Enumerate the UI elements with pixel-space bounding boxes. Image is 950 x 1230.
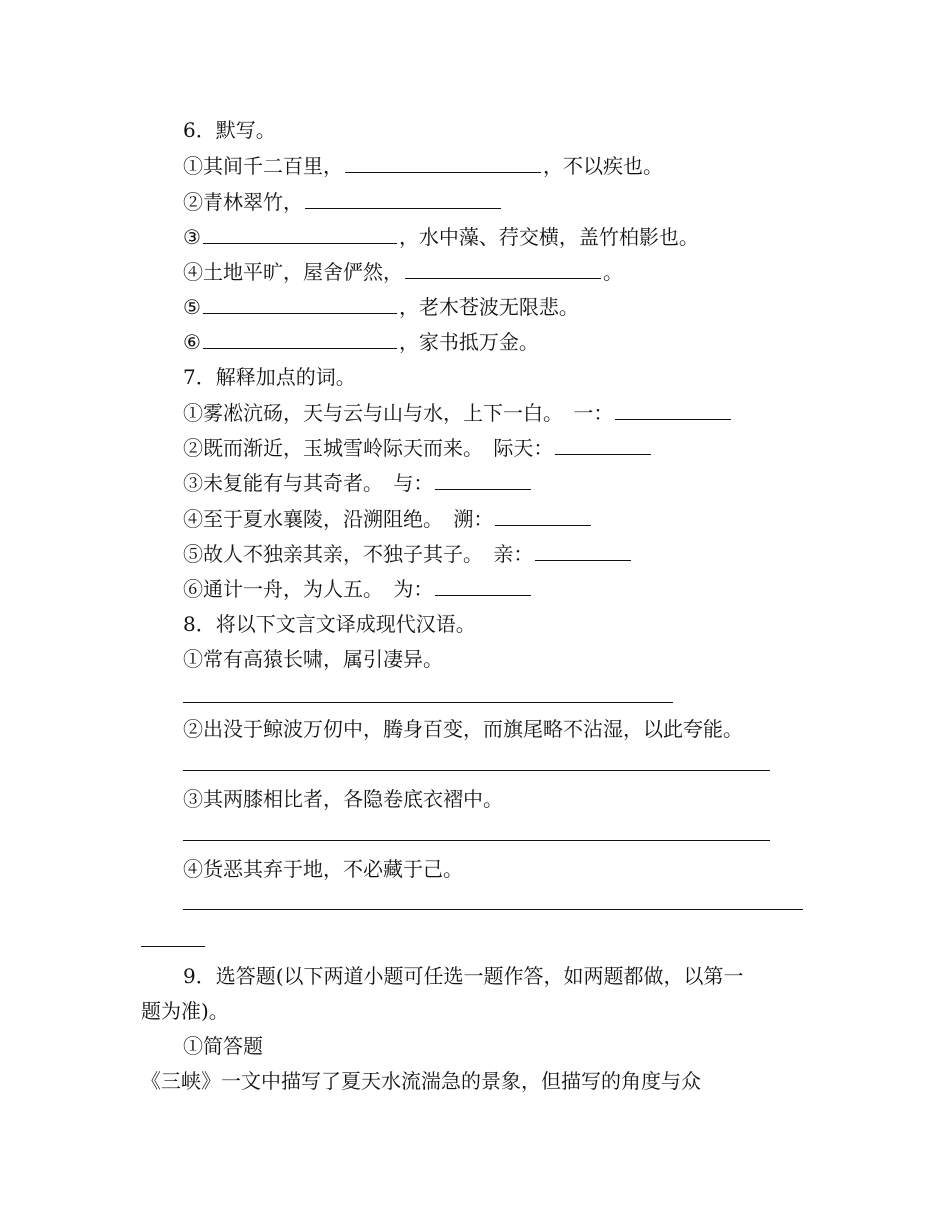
q6-item-3-pre: ③	[183, 225, 201, 249]
q8-answer-line-4-cont[interactable]	[141, 946, 205, 947]
q6-item-5-blank[interactable]	[203, 293, 397, 314]
q6-title: 6．默写。	[183, 118, 276, 142]
q9-title-line-1: 9．选答题(以下两道小题可任选一题作答，如两题都做，以第一	[183, 964, 744, 988]
q7-item-4-text: ④至于夏水襄陵，沿溯阻绝。	[183, 507, 443, 531]
q6-item-4	[183, 257, 623, 287]
q7-item-2	[183, 433, 653, 463]
q7-item-5-word: 亲：	[493, 542, 534, 566]
q7-item-6-text: ⑥通计一舟，为人五。	[183, 577, 383, 601]
q7-item-4-blank[interactable]	[495, 505, 591, 526]
q7-item-5-text: ⑤故人不独亲其亲，不独子其子。	[183, 542, 483, 566]
q6-item-5-pre: ⑤	[183, 295, 201, 319]
q6-item-2-blank[interactable]	[305, 188, 501, 209]
q6-item-6-post: ，家书抵万金。	[398, 330, 539, 354]
q7-item-4	[183, 504, 593, 534]
q7-item-4-word: 溯：	[453, 507, 494, 531]
q7-item-3	[183, 468, 533, 498]
q8-item-4: ④货恶其弃于地，不必藏于己。	[183, 857, 463, 881]
q7-item-2-word: 际天：	[493, 436, 554, 460]
q6-item-3-blank[interactable]	[203, 223, 397, 244]
q7-item-5	[183, 539, 633, 569]
q6-item-6	[183, 327, 539, 357]
q6-item-3	[183, 222, 699, 252]
q7-item-3-word: 与：	[393, 471, 434, 495]
q6-item-5-post: ，老木苍波无限悲。	[398, 295, 579, 319]
q6-item-1	[183, 151, 663, 181]
q6-item-1-blank[interactable]	[345, 152, 541, 173]
q7-item-2-blank[interactable]	[555, 434, 651, 455]
q9-body: 《三峡》一文中描写了夏天水流湍急的景象，但描写的角度与众	[141, 1069, 701, 1093]
q8-item-3: ③其两膝相比者，各隐卷底衣褶中。	[183, 787, 503, 811]
q7-item-6-word: 为：	[393, 577, 434, 601]
q8-item-1: ①常有高猿长啸，属引凄异。	[183, 647, 443, 671]
q7-item-1	[183, 398, 733, 428]
q6-item-1-post: ，不以疾也。	[543, 154, 663, 178]
q6-item-3-post: ，水中藻、荇交横，盖竹柏影也。	[398, 225, 699, 249]
q7-item-3-text: ③未复能有与其奇者。	[183, 471, 383, 495]
q8-answer-line-4[interactable]	[183, 909, 803, 910]
q6-item-4-blank[interactable]	[405, 258, 601, 279]
q7-item-5-blank[interactable]	[535, 540, 631, 561]
q8-item-2: ②出没于鲸波万仞中，腾身百变，而旗尾略不沾湿，以此夸能。	[183, 717, 743, 741]
q9-subtitle-1: ①简答题	[183, 1034, 263, 1058]
q8-answer-line-2[interactable]	[183, 770, 770, 771]
q7-item-1-word: 一：	[573, 401, 614, 425]
q9-title-line-2: 题为准)。	[141, 999, 229, 1023]
q7-item-1-blank[interactable]	[615, 399, 731, 420]
q7-item-2-text: ②既而渐近，玉城雪岭际天而来。	[183, 436, 483, 460]
q6-item-4-pre: ④土地平旷，屋舍俨然，	[183, 260, 403, 284]
q6-item-1-pre: ①其间千二百里，	[183, 154, 343, 178]
q6-item-4-post: 。	[603, 260, 623, 284]
q8-answer-line-1[interactable]	[183, 702, 673, 703]
q7-item-6-blank[interactable]	[435, 575, 531, 596]
q7-item-1-text: ①雾凇沆砀，天与云与山与水，上下一白。	[183, 401, 563, 425]
q6-item-2-pre: ②青林翠竹，	[183, 190, 303, 214]
q8-answer-line-3[interactable]	[183, 840, 770, 841]
q6-item-2	[183, 187, 503, 217]
q6-item-5	[183, 292, 579, 322]
q6-item-6-pre: ⑥	[183, 330, 201, 354]
q6-item-6-blank[interactable]	[203, 328, 397, 349]
q7-item-6	[183, 574, 533, 604]
q7-title: 7．解释加点的词。	[183, 365, 356, 389]
q8-title: 8．将以下文言文译成现代汉语。	[183, 612, 476, 636]
q7-item-3-blank[interactable]	[435, 469, 531, 490]
